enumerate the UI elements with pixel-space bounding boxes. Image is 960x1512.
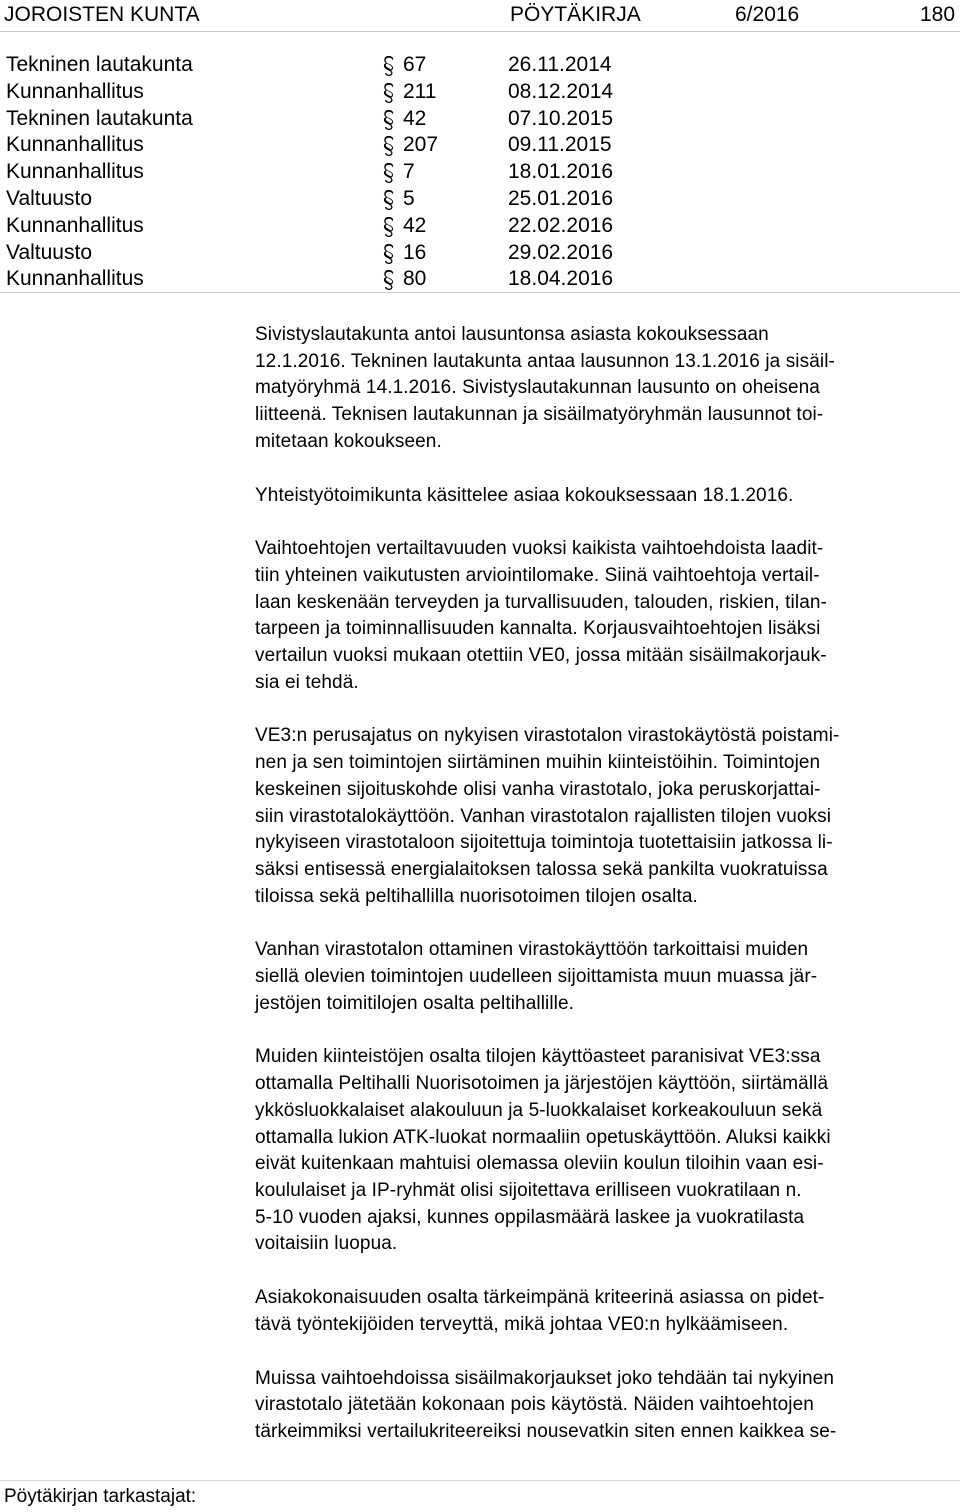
history-row: [0, 52, 960, 79]
header-divider: [0, 31, 960, 32]
history-row: [0, 106, 960, 133]
history-row: [0, 266, 960, 293]
section-sign-icon: [382, 136, 396, 156]
history-section: 67: [403, 53, 427, 76]
history-body: Tekninen lautakunta: [6, 53, 193, 76]
history-section: 42: [403, 106, 427, 130]
history-section: 42: [403, 213, 427, 237]
history-section: 211: [403, 79, 437, 103]
history-date: 08.12.2014: [508, 79, 614, 103]
history-body: Kunnanhallitus: [6, 133, 144, 157]
minutes-body: [255, 322, 955, 1473]
paragraph-ve3-concept: VE3:n perusajatus on nykyisen virastotalon virastokäytöstä poistami- nen ja sen toimintojen siirtäminen muihin kiinteistöihin. Toimintojen keskeinen sijoituskohde olisi vanha virastotalo, joka peruskorjattai- siin virastotalokäyttöön. Vanhan virastotalon rajallisten tilojen vuoksi nykyiseen virastotaloon sijoitettuja toimintoja tuotettaisiin jatkossa li- säksi entisessä energialaitoksen talossa sekä pankilta vuokratuissa tiloissa sekä peltihallilla nuorisotoimen tilojen osalta.: [255, 725, 840, 907]
history-date: 26.11.2014: [508, 53, 612, 76]
history-row: [0, 132, 960, 159]
history-body: Kunnanhallitus: [6, 267, 144, 291]
meeting-number: 6/2016: [735, 3, 800, 26]
municipality-name: JOROISTEN KUNTA: [4, 3, 200, 26]
section-sign-icon: [382, 270, 396, 290]
history-date: 07.10.2015: [508, 106, 614, 130]
history-section: 7: [403, 160, 415, 184]
history-row: [0, 186, 960, 213]
history-date: 18.04.2016: [508, 267, 614, 291]
history-divider: [0, 292, 960, 293]
history-body: Kunnanhallitus: [6, 79, 144, 103]
page-number: 180: [920, 3, 956, 26]
section-sign-icon: [382, 56, 396, 76]
section-sign-icon: [382, 110, 396, 130]
paragraph-main-criterion: Asiakokonaisuuden osalta tärkeimpänä kriteerinä asiassa on pidet- tävä työntekijöiden terveyttä, mikä johtaa VE0:n hylkäämiseen.: [255, 1287, 825, 1335]
history-section: 207: [403, 133, 439, 157]
paragraph-cooperation-committee: Yhteistyötoimikunta käsittelee asiaa kokouksessaan 18.1.2016.: [255, 484, 794, 506]
history-row: [0, 79, 960, 106]
history-body: Kunnanhallitus: [6, 213, 144, 237]
history-section: 16: [403, 240, 427, 264]
paragraph-old-office: Vanhan virastotalon ottaminen virastokäyttöön tarkoittaisi muiden siellä olevien toimintojen uudelleen sijoittamista muun muassa jär- jestöjen toimitilojen osalta peltihallille.: [255, 939, 818, 1014]
history-row: [0, 213, 960, 240]
paragraph-other-properties: Muiden kiinteistöjen osalta tilojen käyttöasteet paranisivat VE3:ssa ottamalla Peltihalli Nuorisotoimen ja järjestöjen käyttöön, siirtämällä ykkösluokkalaiset alakouluun ja 5-luokkalaiset korkeakouluun sekä ottamalla lukion ATK-luokat normaaliin opetuskäyttöön. Aluksi kaikki eivät kuitenkaan mahtuisi olemassa oleviin koulun tiloihin vaan esi- koululaiset ja IP-ryhmät olisi sijoitettava erilliseen vuokratilaan n. 5-10 vuoden ajaksi, kunnes oppilasmäärä laskee ja vuokratilasta voitaisiin luopua.: [255, 1046, 831, 1255]
history-date: 25.01.2016: [508, 186, 614, 210]
document-type: PÖYTÄKIRJA: [510, 3, 641, 26]
handling-history: [0, 52, 960, 293]
history-body: Valtuusto: [6, 186, 92, 210]
paragraph-statements: Sivistyslautakunta antoi lausuntonsa asiasta kokouksessaan 12.1.2016. Tekninen lautakunta antaa lausunnon 13.1.2016 ja sisäil- matyöryhmä 14.1.2016. Sivistyslautakunnan lausunto on oheisena liitteenä. Teknisen lautakunnan ja sisäilmatyöryhmän lausunnot toi- mitetaan kokoukseen.: [255, 324, 835, 452]
history-row: [0, 159, 960, 186]
history-date: 22.02.2016: [508, 213, 614, 237]
paragraph-assessment-form: Vaihtoehtojen vertailtavuuden vuoksi kaikista vaihtoehdoista laadit- tiin yhteinen vaikutusten arviointilomake. Siinä vaihtoehtoja vertail- laan keskenään terveyden ja turvallisuuden, talouden, riskien, tilan- tarpeen ja toiminnallisuuden kannalta. Korjausvaihtoehtojen lisäksi vertailun vuoksi mukaan otettiin VE0, jossa mitään sisäilmakorjauk- sia ei tehdä.: [255, 538, 827, 693]
paragraph-other-alternatives: Muissa vaihtoehdoissa sisäilmakorjaukset joko tehdään tai nykyinen virastotalo jätetään kokonaan pois käytöstä. Näiden vaihtoehtojen tärkeimmiksi vertailukriteereiksi nousevatkin siten ennen kaikkea se-: [255, 1367, 837, 1442]
section-sign-icon: [382, 244, 396, 264]
footer-divider: [0, 1480, 960, 1481]
section-sign-icon: [382, 163, 396, 183]
section-sign-icon: [382, 217, 396, 237]
history-body: Kunnanhallitus: [6, 160, 144, 184]
page-header: [0, 0, 960, 30]
section-sign-icon: [382, 83, 396, 103]
history-section: 5: [403, 186, 415, 210]
history-body: Tekninen lautakunta: [6, 106, 193, 130]
minutes-checkers-label: Pöytäkirjan tarkastajat:: [4, 1486, 197, 1507]
history-date: 09.11.2015: [508, 133, 612, 157]
history-row: [0, 240, 960, 267]
history-date: 29.02.2016: [508, 240, 614, 264]
history-body: Valtuusto: [6, 240, 92, 264]
section-sign-icon: [382, 190, 396, 210]
history-section: 80: [403, 267, 427, 291]
history-date: 18.01.2016: [508, 160, 614, 184]
